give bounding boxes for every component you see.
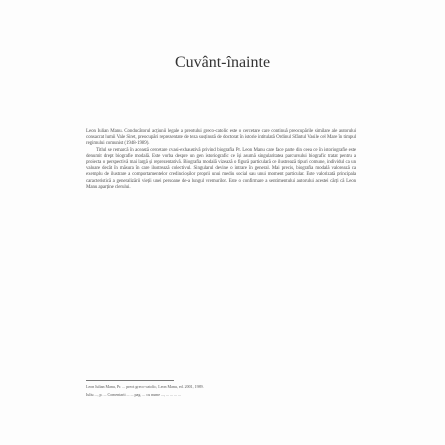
footnote: Leon Iulian Manu, Pr. ... preot greco-catolic, Leon Manu, ed. 2001, 1989. (86, 384, 204, 389)
paragraph: Leon Iulian Manu. Conducătorul acțiunii legale a preotului greco-catolic este o cercetare care continuă preocupările similare ale autorului consacrat lumii Vale Siret, preocupări reprezentate de teza susținută de doctorat în istorie intitulată Ordinul Sfântul Vasile cel Mare în timpul regimului comunist (1948-1989). (86, 129, 356, 147)
footnotes (86, 384, 356, 400)
paragraph: Titlul se remarcă în această cercetare cvasi-exhaustivă privind biografia Pr. Leon Manu care face parte din ceea ce în istoriografie este denumit drept biografie modală. Este vorba despre un gen istoriografic ce își asumă singularitatea parcursului biografic tratat pentru a proiecta o perspectivă mai largă și reprezentativă. Biografia modală vizează o figură particulară ce ilustrează tipuri comune, individul ca un valoare decât în măsura în care ilustrează colectivul. Singularul devine o intrare în general. Mai precis, biografia modală valorează ca exemplu de ilustrare a comportamentelor credincioșilor proprii unui mediu social sau unui moment particular. Este valorizată principala caracteristică a generalizării vieții unei persoane de-a lungul vremurilor. Este o confirmare a sentimentului autorului acestei cărți că Leon Manu aparține clerului. (86, 147, 356, 190)
page-title: Cuvânt-înainte (174, 54, 271, 71)
footnote: Iuliu ..., p. ... Comentarii ... ... pag. ... cu nume ..., ... ... ... ... (86, 392, 181, 398)
footnote-divider (86, 380, 174, 381)
body-text (86, 129, 356, 191)
